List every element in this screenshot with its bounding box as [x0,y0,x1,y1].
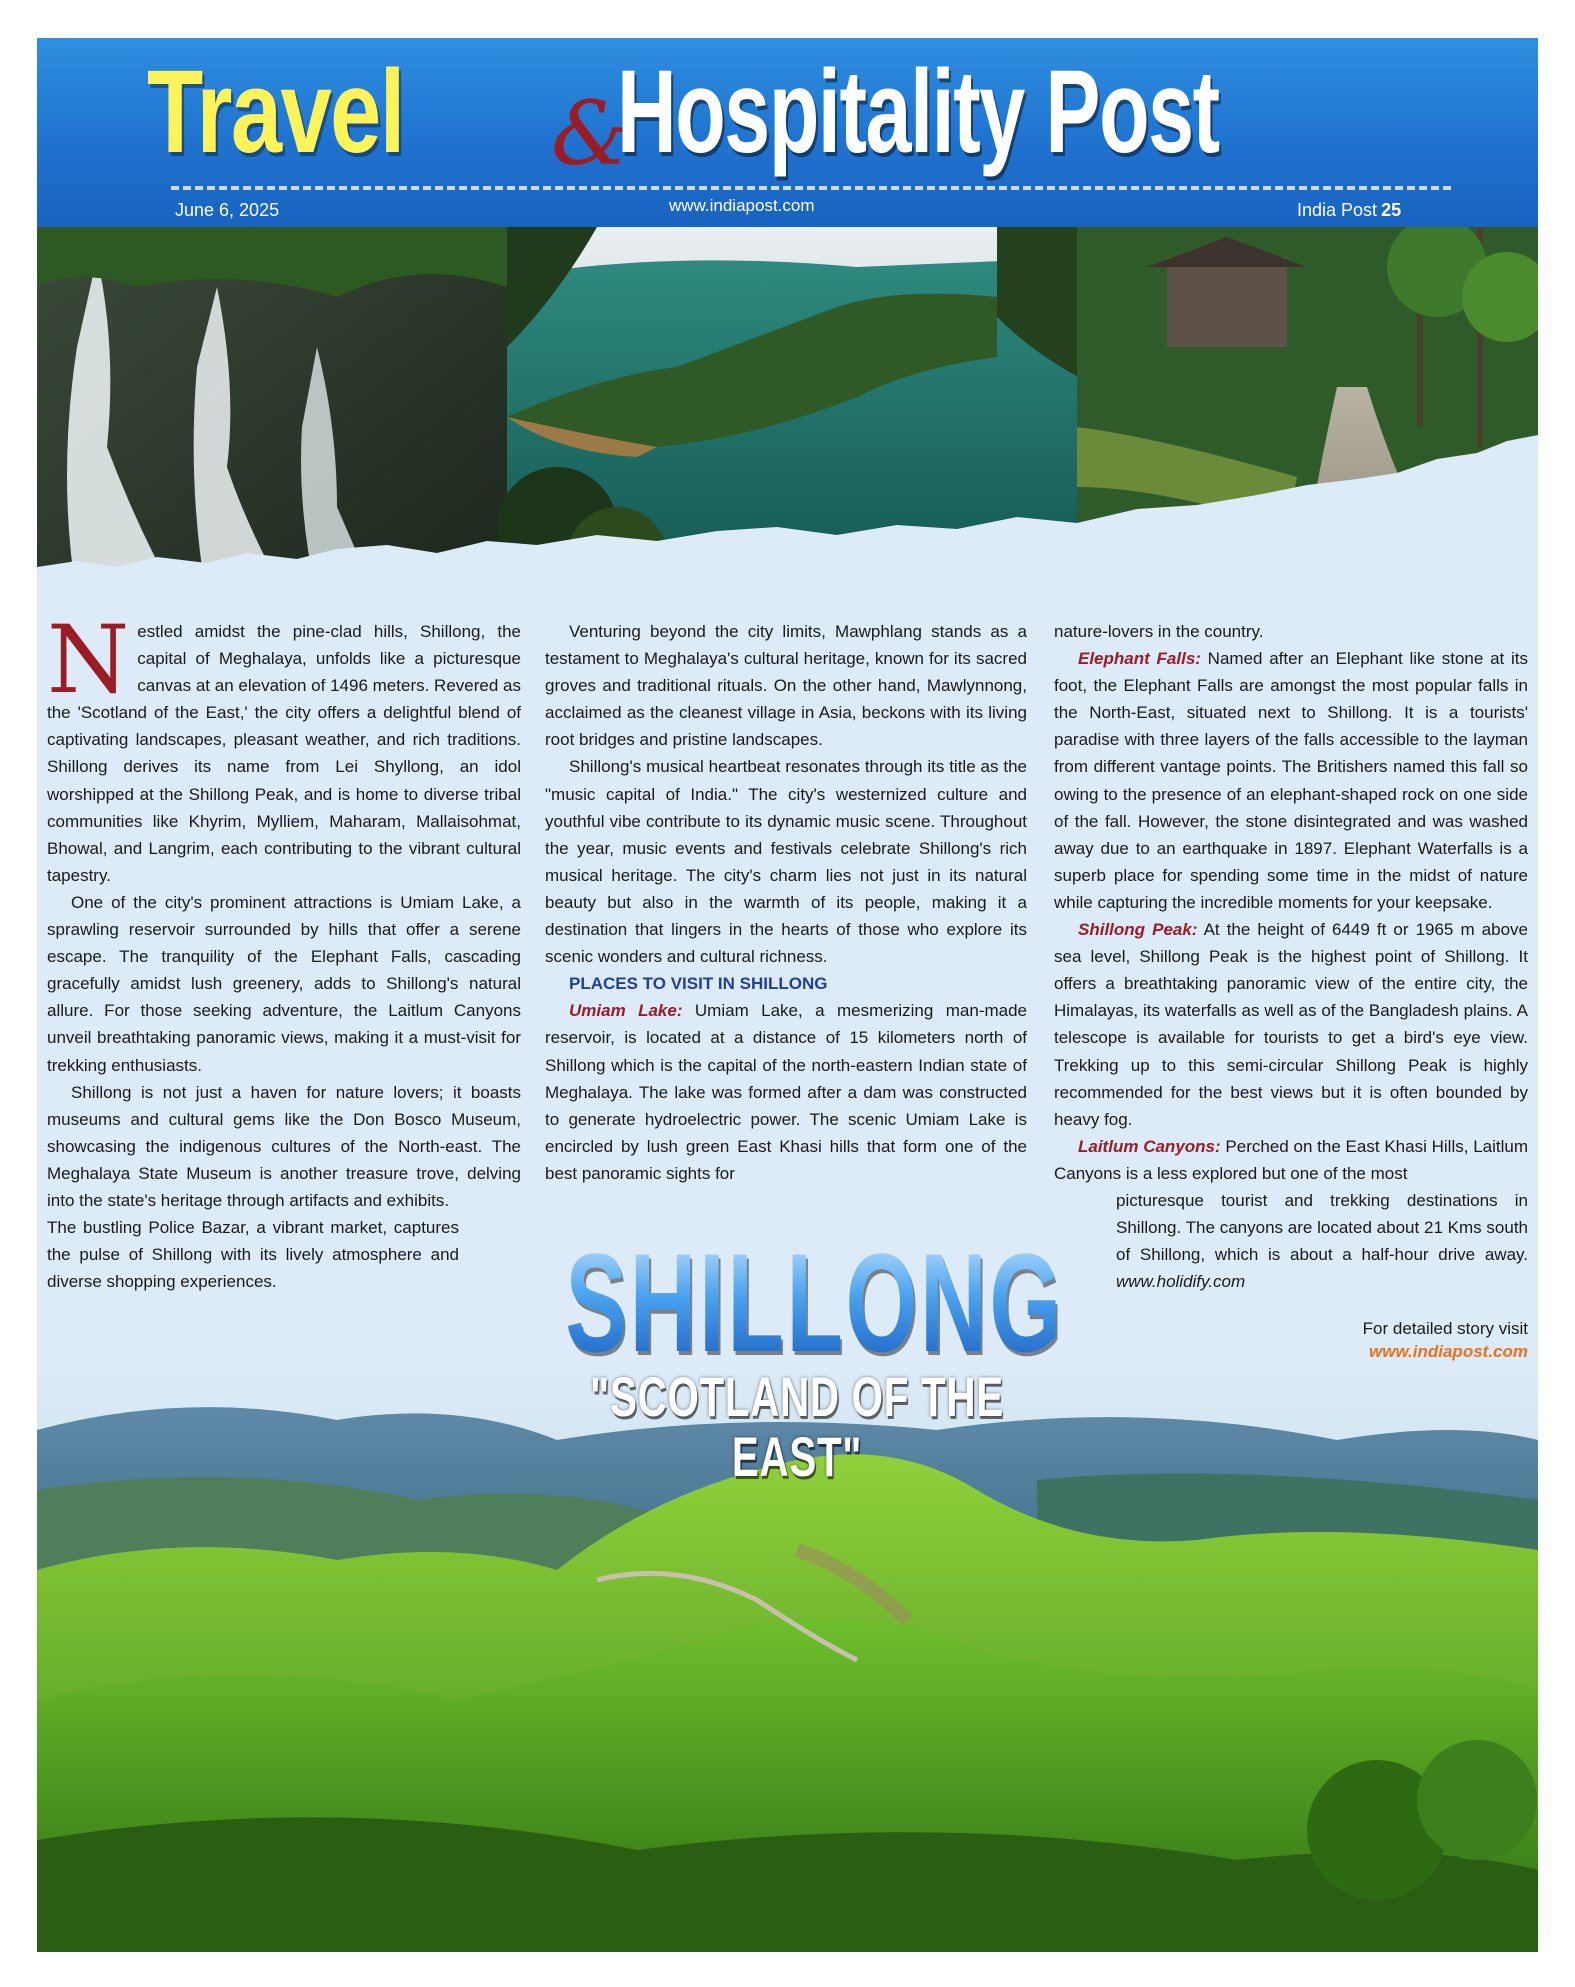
publication-name: India Post [1297,200,1378,220]
footnote-link[interactable]: www.indiapost.com [1369,1342,1528,1361]
elephant-falls-paragraph [1054,645,1528,916]
umiam-label: Umiam Lake: [569,1001,683,1021]
footnote-text: For detailed story visit [1362,1319,1528,1338]
top-photo-collage [37,227,1538,599]
issue-date: June 6, 2025 [175,200,280,220]
shillong-peak-label: Shillong Peak: [1078,920,1198,940]
article-column-3 [1054,618,1528,1295]
drop-cap: N [47,606,130,715]
logo-travel: Travel [147,46,404,178]
feature-subtitle: "SCOTLAND OF THE EAST" [590,1365,1004,1488]
intro-paragraph [47,606,521,889]
page-label [1297,200,1401,221]
laitlum-paragraph [1054,1133,1528,1187]
shillong-peak-paragraph [1054,916,1528,1133]
intro-text: estled amidst the pine-clad hills, Shillong, the capital of Meghalaya, unfolds like a picturesque canvas at an elevation of 1496 meters. Revered as the 'Scotland of the East,' the city offers a delightful blend of captivating landscapes, pleasant weather, and rich traditions. Shillong derives its name from Lei Shyllong, an idol worshipped at the Shillong Peak, and is home to diverse tribal communities like Khyrim, Mylliem, Maharam, Mallaisohmat, Bhowal, and Langrim, each contributing to the vibrant cultural tapestry. [47,622,521,885]
museums-paragraph: Shillong is not just a haven for nature lovers; it boasts museums and cultural gems like the Don Bosco Museum, showcasing the indigenous cultures of the North-east. The Meghalaya State Museum is another treasure trove, delving into the state's heritage through artifacts and exhibits. [47,1082,521,1210]
umiam-text: Umiam Lake, a mesmerizing man-made reservoir, is located at a distance of 15 kilometers north of Shillong which is the capital of the north-eastern Indian state of Meghalaya. The lake was formed after a dam was constructed to generate hydroelectric power. The scenic Umiam Lake is encircled by lush green East Khasi hills that form one of the best panoramic sights for [545,1001,1027,1183]
nature-lovers-line: nature-lovers in the country. [1054,622,1264,641]
logo-hospitality-post: Hospitality Post [617,46,1219,178]
umiam-paragraph [545,997,1027,1187]
logo-ampersand: & [551,82,630,185]
shillong-peak-text: At the height of 6449 ft or 1965 m above sea level, Shillong Peak is the highest point of Shillong. It offers a breathtaking panoramic view of the entire city, the Himalayas, its waterfalls as well as of the Bangladesh plains. A telescope is available for tourists to get a bird's eye view. Trekking up to this semi-circular Shillong Peak is highly recommended for the best views but it is often bounded by heavy fog. [1054,920,1528,1129]
police-bazar-paragraph: The bustling Police Bazar, a vibrant market, captures the pulse of Shillong with its lively atmosphere and diverse shopping experiences. [47,1218,459,1292]
masthead [37,38,1538,227]
attractions-paragraph: One of the city's prominent attractions is Umiam Lake, a sprawling reservoir surrounded by hills that offer a serene escape. The tranquility of the Elephant Falls, cascading gracefully amidst lush greenery, adds to Shillong's natural allure. For those seeking adventure, the Laitlum Canyons unveil breathtaking panoramic views, making it a must-visit for trekking enthusiasts. [47,892,521,1075]
page-number: 25 [1381,200,1402,220]
source-credit: www.holidify.com [1116,1272,1246,1292]
mawphlang-paragraph: Venturing beyond the city limits, Mawphlang stands as a testament to Meghalaya's cultural heritage, known for its sacred groves and traditional rituals. On the other hand, Mawlynnong, acclaimed as the cleanest village in Asia, beckons with its living root bridges and pristine landscapes. [545,622,1027,750]
laitlum-label: Laitlum Canyons: [1078,1136,1221,1156]
elephant-falls-label: Elephant Falls: [1078,649,1201,669]
story-footnote [1363,1317,1528,1363]
article-column-2 [545,618,1027,1187]
masthead-divider [171,186,1451,190]
newspaper-page [37,38,1538,1952]
places-heading: PLACES TO VISIT IN SHILLONG [569,974,828,994]
elephant-falls-text: Named after an Elephant like stone at its foot, the Elephant Falls are amongst the most popular falls in the North-East, situated next to Shillong. It is a tourists' paradise with three layers of the falls accessible to the layman from different vantage points. The Britishers named this fall so owing to the presence of an elephant-shaped rock on one side of the fall. However, the stone disintegrated and was washed away due to an earthquake in 1897. Elephant Waterfalls is a superb place for spending some time in the midst of nature while capturing the incredible moments for your keepsake. [1054,649,1528,912]
laitlum-continued-text: picturesque tourist and trekking destinations in Shillong. The canyons are located about 21 Kms south of Shillong, which is about a half-hour drive away. [1116,1190,1528,1265]
masthead-website[interactable]: www.indiapost.com [669,196,815,215]
feature-title: SHILLONG [565,1224,1064,1381]
feature-title-block [437,1224,1157,1488]
article-column-1 [47,606,521,1295]
laitlum-text: Perched on the East Khasi Hills, Laitlum Canyons is a less explored but one of the most [1054,1136,1528,1183]
music-paragraph: Shillong's musical heartbeat resonates through its title as the "music capital of India." The city's westernized culture and youthful vibe contribute to its dynamic music scene. Throughout the year, music events and festivals celebrate Shillong's rich musical heritage. The city's charm lies not just in its natural beauty but also in the warmth of its people, making it a destination that lingers in the hearts of those who explore its scenic wonders and cultural richness. [545,757,1027,967]
laitlum-continued [1116,1187,1528,1295]
